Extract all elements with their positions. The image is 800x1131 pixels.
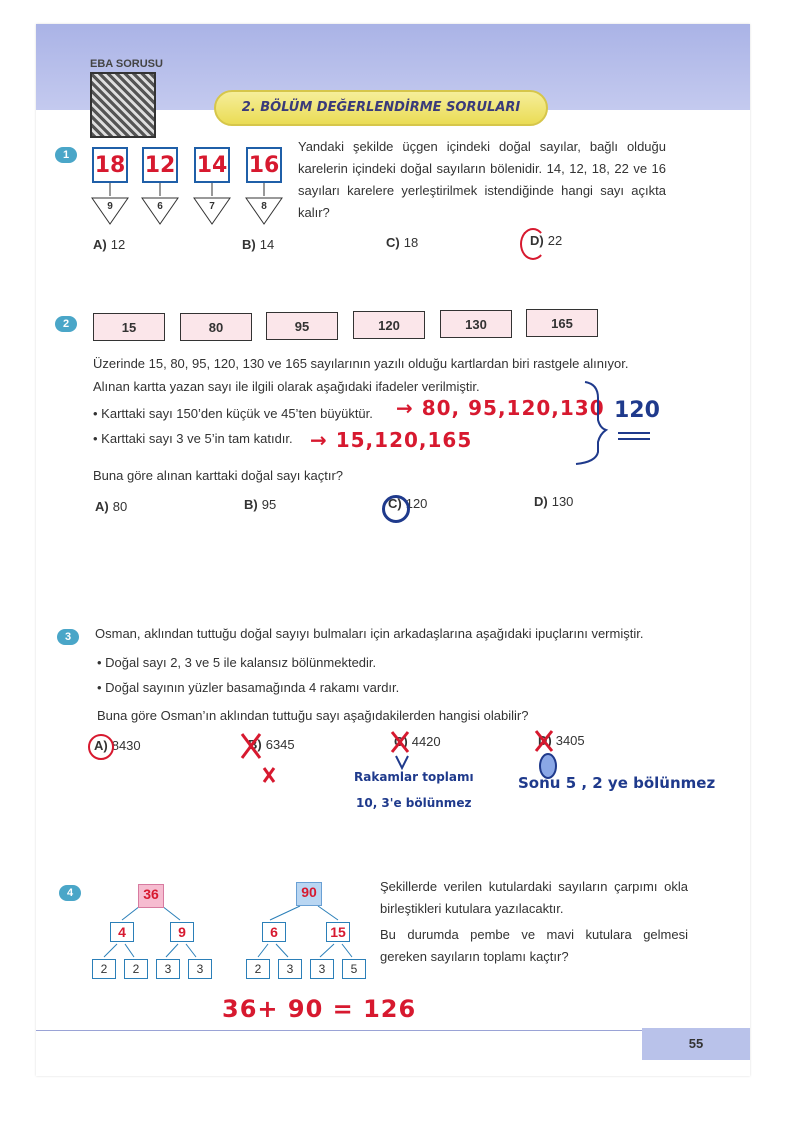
question-number-4: 4 (59, 885, 81, 901)
q2-card: 165 (526, 309, 598, 337)
q2-handwritten-answer: 120 (614, 398, 660, 423)
q3-option-b: B) 6345 (248, 737, 295, 752)
q2-option-a: A) 80 (95, 499, 128, 514)
q1-triangle-value: 6 (157, 201, 163, 212)
q1-option-b: B) 14 (242, 237, 275, 252)
q3-note-d: Sonu 5 , 2 ye bölünmez (518, 774, 716, 792)
q4-tree1-leaf: 2 (92, 959, 116, 979)
q4-text-1: Şekillerde verilen kutulardaki sayıların çarpımı okla birleştikleri kutulara yazılacaktır. (380, 879, 688, 916)
q2-bullet-2: • Karttaki sayı 3 ve 5’in tam katıdır. (93, 431, 293, 446)
question-number-1: 1 (55, 147, 77, 163)
q2-card: 120 (353, 311, 425, 339)
section-banner: 2. BÖLÜM DEĞERLENDİRME SORULARI (214, 90, 548, 126)
q2-handwriting-1: → 80, 95,120,130 (396, 396, 605, 420)
q4-tree1-mid-box: 4 (110, 922, 134, 942)
q3-option-d: D) 3405 (538, 733, 585, 748)
q2-intro-1: Üzerinde 15, 80, 95, 120, 130 ve 165 sayılarının yazılı olduğu kartlardan biri rastgele alınıyor. (93, 356, 629, 371)
q4-tree1-top-box: 36 (138, 884, 164, 908)
q3-question: Buna göre Osman’ın aklından tuttuğu sayı aşağıdakilerden hangisi olabilir? (97, 708, 529, 723)
q2-card: 80 (180, 313, 252, 341)
q1-square: 12 (142, 147, 178, 183)
q2-bullet-1: • Karttaki sayı 150’den küçük ve 45’ten büyüktür. (93, 406, 373, 421)
q4-tree2-mid-box: 15 (326, 922, 350, 942)
q2-card: 95 (266, 312, 338, 340)
q1-text: Yandaki şekilde üçgen içindeki doğal sayılar, bağlı olduğu karelerin içindeki doğal sayıların bölenidir. 14, 12, 18, 22 ve 16 sayıları karelere yerleştirilmek istendiğinde hangi sayı açıkta kalır? (298, 139, 666, 220)
question-number-3: 3 (57, 629, 79, 645)
q2-card: 15 (93, 313, 165, 341)
q2-option-c: C) 120 (388, 496, 428, 511)
q2-intro-2: Alınan kartta yazan sayı ile ilgili olarak aşağıdaki ifadeler verilmiştir. (93, 379, 480, 394)
q4-tree1-leaf: 3 (188, 959, 212, 979)
q4-tree2-top-box: 90 (296, 882, 322, 906)
q2-question: Buna göre alınan karttaki doğal sayı kaçtır? (93, 468, 344, 483)
q2-handwriting-2: → 15,120,165 (310, 428, 473, 452)
q3-option-c: C) 4420 (394, 734, 441, 749)
q4-tree2-leaf: 3 (310, 959, 334, 979)
q1-square: 16 (246, 147, 282, 183)
q3-note-c-line1: Rakamlar toplamı (354, 770, 474, 784)
q4-handwritten-sum: 36+ 90 = 126 (222, 995, 417, 1023)
q3-option-a: A) 8430 (94, 738, 141, 753)
footer-rule (36, 1030, 642, 1031)
q1-option-a: A) 12 (93, 237, 126, 252)
q4-tree2-leaf: 2 (246, 959, 270, 979)
q3-intro: Osman, aklından tuttuğu doğal sayıyı bulmaları için arkadaşlarına aşağıdaki ipuçlarını vermiştir. (95, 626, 644, 641)
q4-text-2: Bu durumda pembe ve mavi kutulara gelmesi gereken sayıların toplamı kaçtır? (380, 927, 688, 964)
q2-option-d: D) 130 (534, 494, 574, 509)
q4-tree1-mid-box: 9 (170, 922, 194, 942)
q4-tree2-leaf: 3 (278, 959, 302, 979)
q4-tree2-mid-box: 6 (262, 922, 286, 942)
q4-tree2-leaf: 5 (342, 959, 366, 979)
q2-card: 130 (440, 310, 512, 338)
q1-triangle-value: 8 (261, 201, 267, 212)
q1-triangle-value: 9 (107, 201, 113, 212)
question-number-2: 2 (55, 316, 77, 332)
q1-option-d: D) 22 (530, 233, 563, 248)
q2-option-b: B) 95 (244, 497, 277, 512)
qr-label: EBA SORUSU (90, 58, 163, 70)
q3-note-c-line2: 10, 3'e bölünmez (356, 796, 472, 810)
q1-option-c: C) 18 (386, 235, 419, 250)
q1-triangle-value: 7 (209, 201, 215, 212)
q3-bullet-2: • Doğal sayının yüzler basamağında 4 rakamı vardır. (97, 680, 400, 695)
q4-tree1-leaf: 2 (124, 959, 148, 979)
page-number: 55 (642, 1028, 750, 1060)
q1-square: 18 (92, 147, 128, 183)
q1-square: 14 (194, 147, 230, 183)
q3-bullet-1: • Doğal sayı 2, 3 ve 5 ile kalansız bölünmektedir. (97, 655, 377, 670)
q4-tree1-leaf: 3 (156, 959, 180, 979)
